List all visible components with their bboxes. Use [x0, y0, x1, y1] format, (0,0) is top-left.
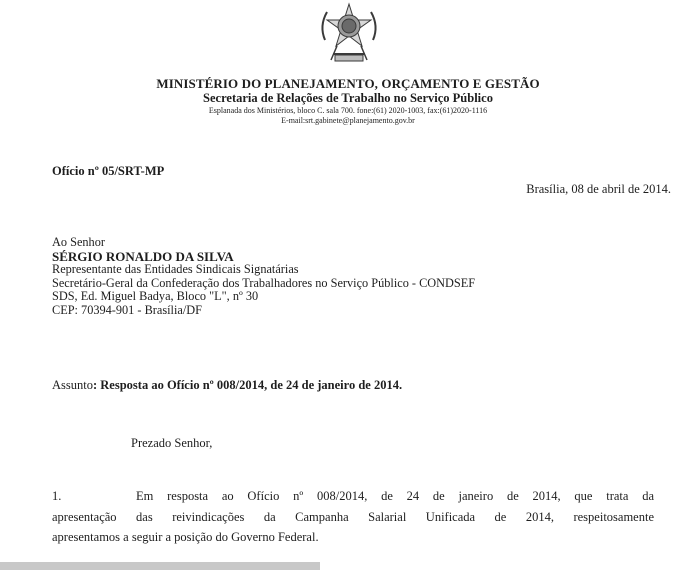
national-coat-of-arms-icon [311, 0, 387, 66]
secretaria-heading: Secretaria de Relações de Trabalho no Serviço Público [203, 91, 493, 105]
recipient-title-2: Secretário-Geral da Confederação dos Trabalhadores no Serviço Público - CONDSEF [52, 275, 476, 290]
paragraph-line-1-text: Em resposta ao Ofício nº 008/2014, de 24 de janeiro de 2014, que trata da [136, 489, 654, 503]
oficio-number: Ofício nº 05/SRT-MP [52, 164, 165, 178]
scan-edge-bar [0, 562, 320, 570]
paragraph-line-2: apresentação das reivindicações da Campanha Salarial Unificada de 2014, respeitosamente [52, 509, 654, 524]
recipient-address-1: SDS, Ed. Miguel Badya, Bloco "L", nº 30 [52, 289, 259, 304]
header-address: Esplanada dos Ministérios, bloco C. sala 700. fone:(61) 2020-1003, fax:(61)2020-1116 [208, 106, 488, 115]
subject-text: Resposta ao Ofício nº 008/2014, de 24 de janeiro de 2014. [100, 378, 403, 392]
recipient-salutation-line: Ao Senhor [52, 235, 105, 249]
subject-label: Assunto [52, 378, 93, 392]
recipient-block [52, 236, 475, 318]
subject-line: Assunto: Resposta ao Ofício nº 008/2014, de 24 de janeiro de 2014. [52, 378, 403, 392]
ministry-heading: MINISTÉRIO DO PLANEJAMENTO, ORÇAMENTO E GESTÃO [156, 76, 540, 91]
recipient-address-2: CEP: 70394-901 - Brasília/DF [52, 302, 202, 317]
greeting: Prezado Senhor, [131, 436, 213, 450]
paragraph-line-1 [52, 486, 654, 507]
recipient-name: SÉRGIO RONALDO DA SILVA [52, 248, 234, 264]
recipient-title-1: Representante das Entidades Sindicais Signatárias [52, 262, 299, 277]
paragraph-line-3: apresentamos a seguir a posição do Governo Federal. [52, 530, 319, 544]
header-email: E-mail:srt.gabinete@planejamento.gov.br [281, 116, 415, 125]
letter-date: Brasília, 08 de abril de 2014. [526, 182, 671, 196]
body-paragraph [52, 486, 654, 548]
paragraph-number: 1. [52, 489, 62, 503]
